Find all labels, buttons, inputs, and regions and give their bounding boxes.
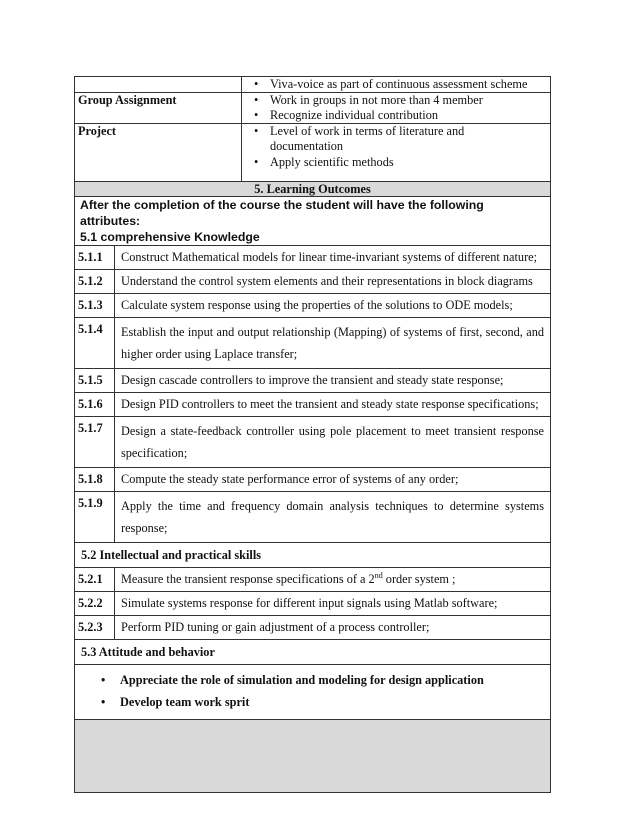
outcome-text: Establish the input and output relationship (Mapping) of systems of first, second, and higher order using Laplace transfer; [115,318,551,369]
outcome-row [75,318,551,369]
outcome-number: 5.1.7 [75,417,115,468]
outcome-row [75,616,551,640]
outcome-row [75,270,551,294]
project-row [75,124,551,182]
project-item: • Level of work in terms of literature and documentation [270,124,490,154]
outcome-row [75,393,551,417]
outcome-text: Measure the transient response specifications of a 2nd order system ; [115,568,551,592]
assessment-table [74,76,551,182]
outcome-number: 5.1.6 [75,393,115,417]
outcome-row [75,468,551,492]
outcome-text: Perform PID tuning or gain adjustment of a process controller; [115,616,551,640]
outcome-number: 5.2.2 [75,592,115,616]
group-assignment-label: Group Assignment [75,93,242,124]
intellectual-heading: 5.2 Intellectual and practical skills [75,543,551,568]
outcome-row [75,246,551,270]
outcome-text: Understand the control system elements and their representations in block diagrams [115,270,551,294]
attitude-item: • Appreciate the role of simulation and modeling for design application [120,669,550,691]
outcome-number: 5.2.1 [75,568,115,592]
outcome-number: 5.1.5 [75,369,115,393]
group-item: • Recognize individual contribution [270,108,550,123]
outcome-row [75,294,551,318]
group-assignment-row [75,93,551,124]
outcome-text: Compute the steady state performance error of systems of any order; [115,468,551,492]
outcome-row [75,417,551,468]
section-title: 5. Learning Outcomes [75,182,551,197]
knowledge-heading: 5.1 comprehensive Knowledge [80,230,260,244]
outcome-text: Apply the time and frequency domain analysis techniques to determine systems response; [115,492,551,543]
project-item: • Apply scientific methods [270,155,490,170]
outcomes-intro: After the completion of the course the student will have the following attributes: [80,198,484,228]
outcome-text: Design a state-feedback controller using pole placement to meet transient response specification; [115,417,551,468]
outcome-row [75,592,551,616]
outcome-number: 5.2.3 [75,616,115,640]
outcome-text: Design cascade controllers to improve the transient and steady state response; [115,369,551,393]
outcome-text: Design PID controllers to meet the transient and steady state response specifications; [115,393,551,417]
learning-outcomes-table [74,181,551,793]
outcomes-intro-cell [75,197,551,246]
attitude-item: • Develop team work sprit [120,691,550,713]
empty-gray-cell [75,720,551,793]
outcome-number: 5.1.3 [75,294,115,318]
outcome-text: Simulate systems response for different input signals using Matlab software; [115,592,551,616]
outcome-row [75,369,551,393]
outcome-number: 5.1.8 [75,468,115,492]
group-item: • Work in groups in not more than 4 member [270,93,550,108]
outcome-number: 5.1.4 [75,318,115,369]
document-page [74,76,550,793]
outcome-number: 5.1.2 [75,270,115,294]
project-label: Project [75,124,242,182]
attitude-heading: 5.3 Attitude and behavior [75,640,551,665]
outcome-row [75,568,551,592]
viva-row [75,77,551,93]
viva-item: • Viva-voice as part of continuous assessment scheme [270,77,550,92]
outcome-number: 5.1.9 [75,492,115,543]
outcome-text: Construct Mathematical models for linear time-invariant systems of different nature; [115,246,551,270]
attitude-cell [75,665,551,720]
outcome-number: 5.1.1 [75,246,115,270]
outcome-text: Calculate system response using the properties of the solutions to ODE models; [115,294,551,318]
outcome-row [75,492,551,543]
